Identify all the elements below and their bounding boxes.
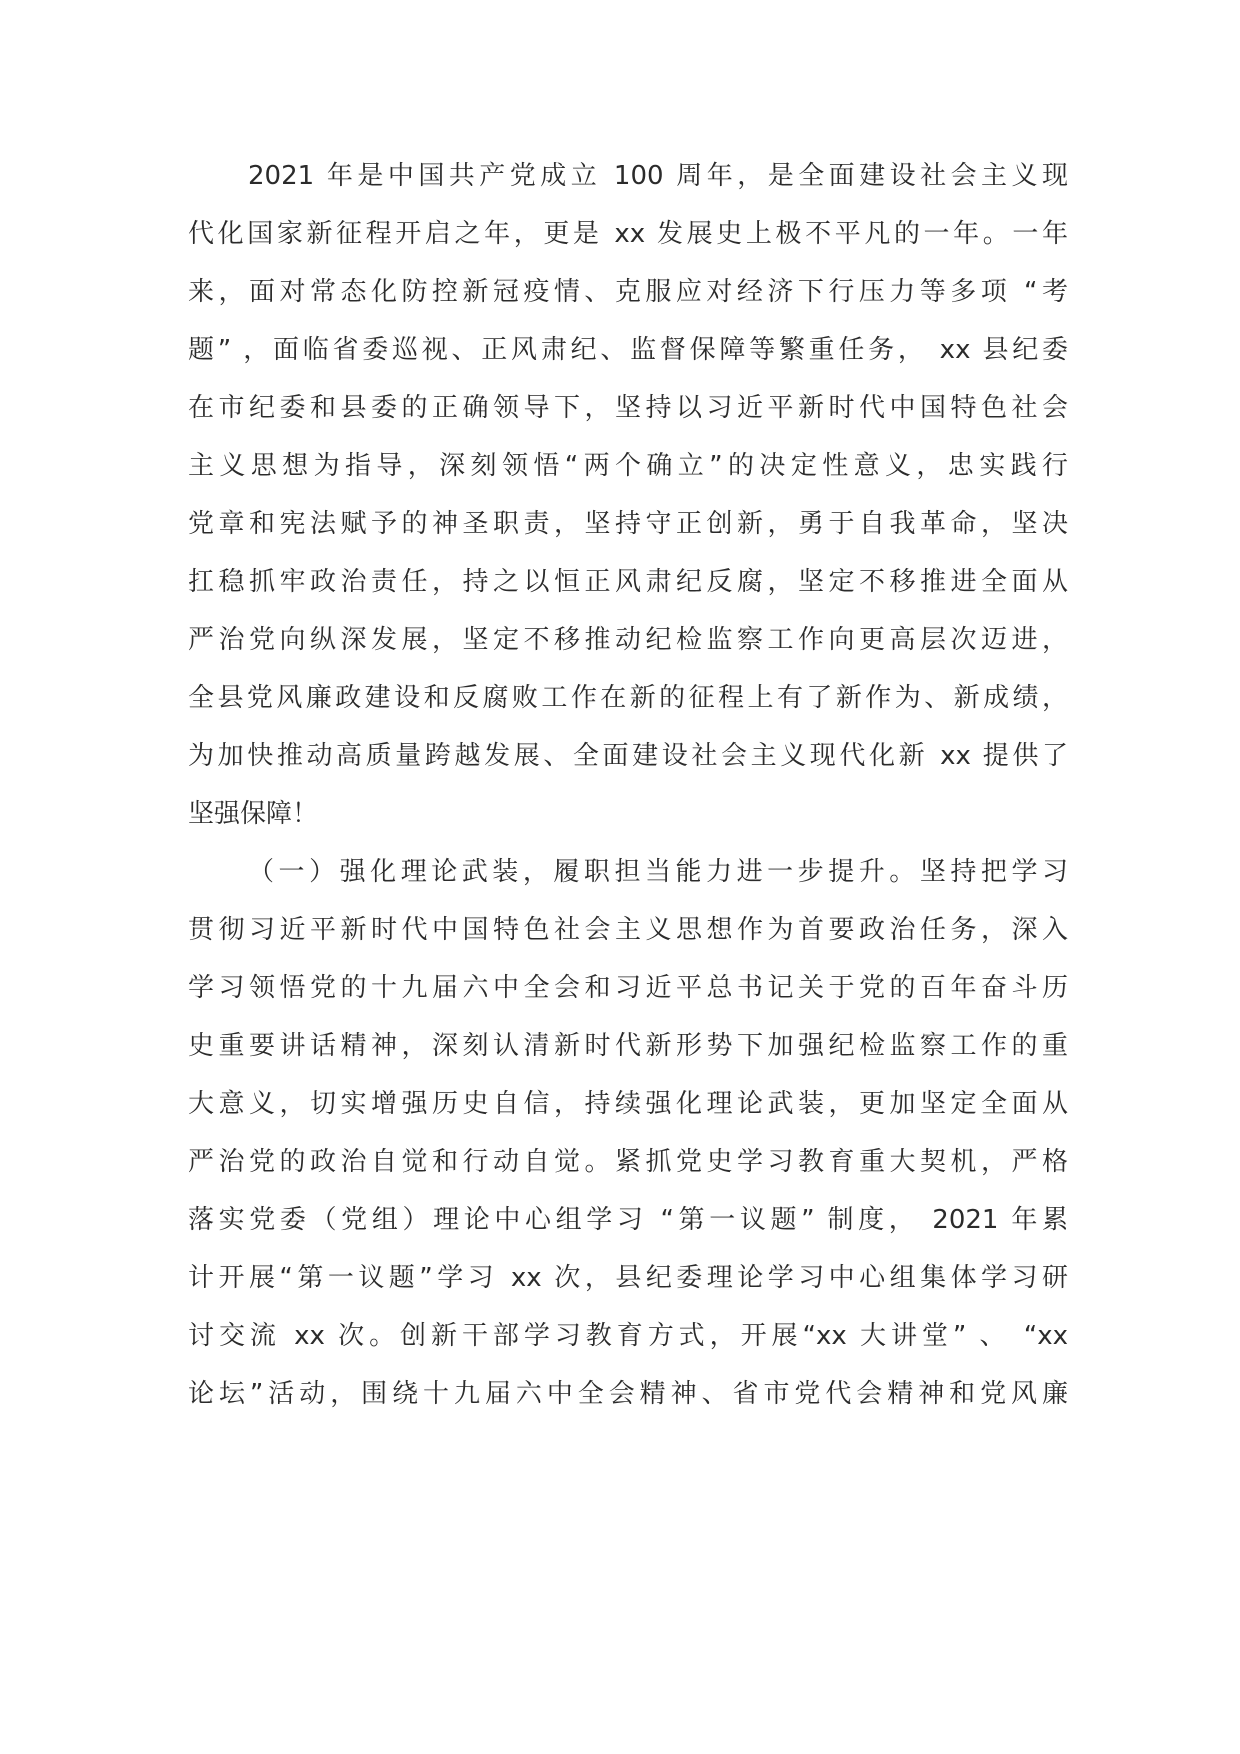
paragraph-line: 严治党的政治自觉和行动自觉。紧抓党史学习教育重大契机，严格 [188, 1147, 1068, 1177]
paragraph-line: 史重要讲话精神，深刻认清新时代新形势下加强纪检监察工作的重 [188, 1031, 1068, 1061]
paragraph-line: 2021 年是中国共产党成立 100 周年，是全面建设社会主义现 [248, 161, 1068, 191]
paragraph-line: 题” ，面临省委巡视、正风肃纪、监督保障等繁重任务， xx 县纪委 [188, 335, 1068, 365]
paragraph-line: 严治党向纵深发展，坚定不移推动纪检监察工作向更高层次迈进， [188, 625, 1068, 655]
paragraph-line: 计开展“第一议题”学习 xx 次，县纪委理论学习中心组集体学习研 [188, 1263, 1068, 1293]
paragraph-line: 学习领悟党的十九届六中全会和习近平总书记关于党的百年奋斗历 [188, 973, 1068, 1003]
paragraph-line: 贯彻习近平新时代中国特色社会主义思想作为首要政治任务，深入 [188, 915, 1068, 945]
paragraph-line: 代化国家新征程开启之年，更是 xx 发展史上极不平凡的一年。一年 [188, 219, 1068, 249]
paragraph-line: 来，面对常态化防控新冠疫情、克服应对经济下行压力等多项 “考 [188, 277, 1068, 307]
paragraph-line: 落实党委（党组）理论中心组学习 “第一议题” 制度， 2021 年累 [188, 1205, 1068, 1235]
paragraph-line: 讨交流 xx 次。创新干部学习教育方式，开展“xx 大讲堂” 、 “xx [188, 1321, 1068, 1351]
paragraph-line: 在市纪委和县委的正确领导下，坚持以习近平新时代中国特色社会 [188, 393, 1068, 423]
paragraph-line: 论坛”活动，围绕十九届六中全会精神、省市党代会精神和党风廉 [188, 1379, 1068, 1409]
paragraph-line: 扛稳抓牢政治责任，持之以恒正风肃纪反腐，坚定不移推进全面从 [188, 567, 1068, 597]
paragraph-line: 为加快推动高质量跨越发展、全面建设社会主义现代化新 xx 提供了 [188, 741, 1068, 771]
paragraph-line: 坚强保障！ [188, 799, 319, 829]
paragraph-line: 大意义，切实增强历史自信，持续强化理论武装，更加坚定全面从 [188, 1089, 1068, 1119]
paragraph-line: 全县党风廉政建设和反腐败工作在新的征程上有了新作为、新成绩， [188, 683, 1068, 713]
paragraph-line: 主义思想为指导，深刻领悟“两个确立”的决定性意义，忠实践行 [188, 451, 1068, 481]
paragraph-line: （一）强化理论武装，履职担当能力进一步提升。坚持把学习 [248, 857, 1068, 887]
paragraph-line: 党章和宪法赋予的神圣职责，坚持守正创新，勇于自我革命，坚决 [188, 509, 1068, 539]
